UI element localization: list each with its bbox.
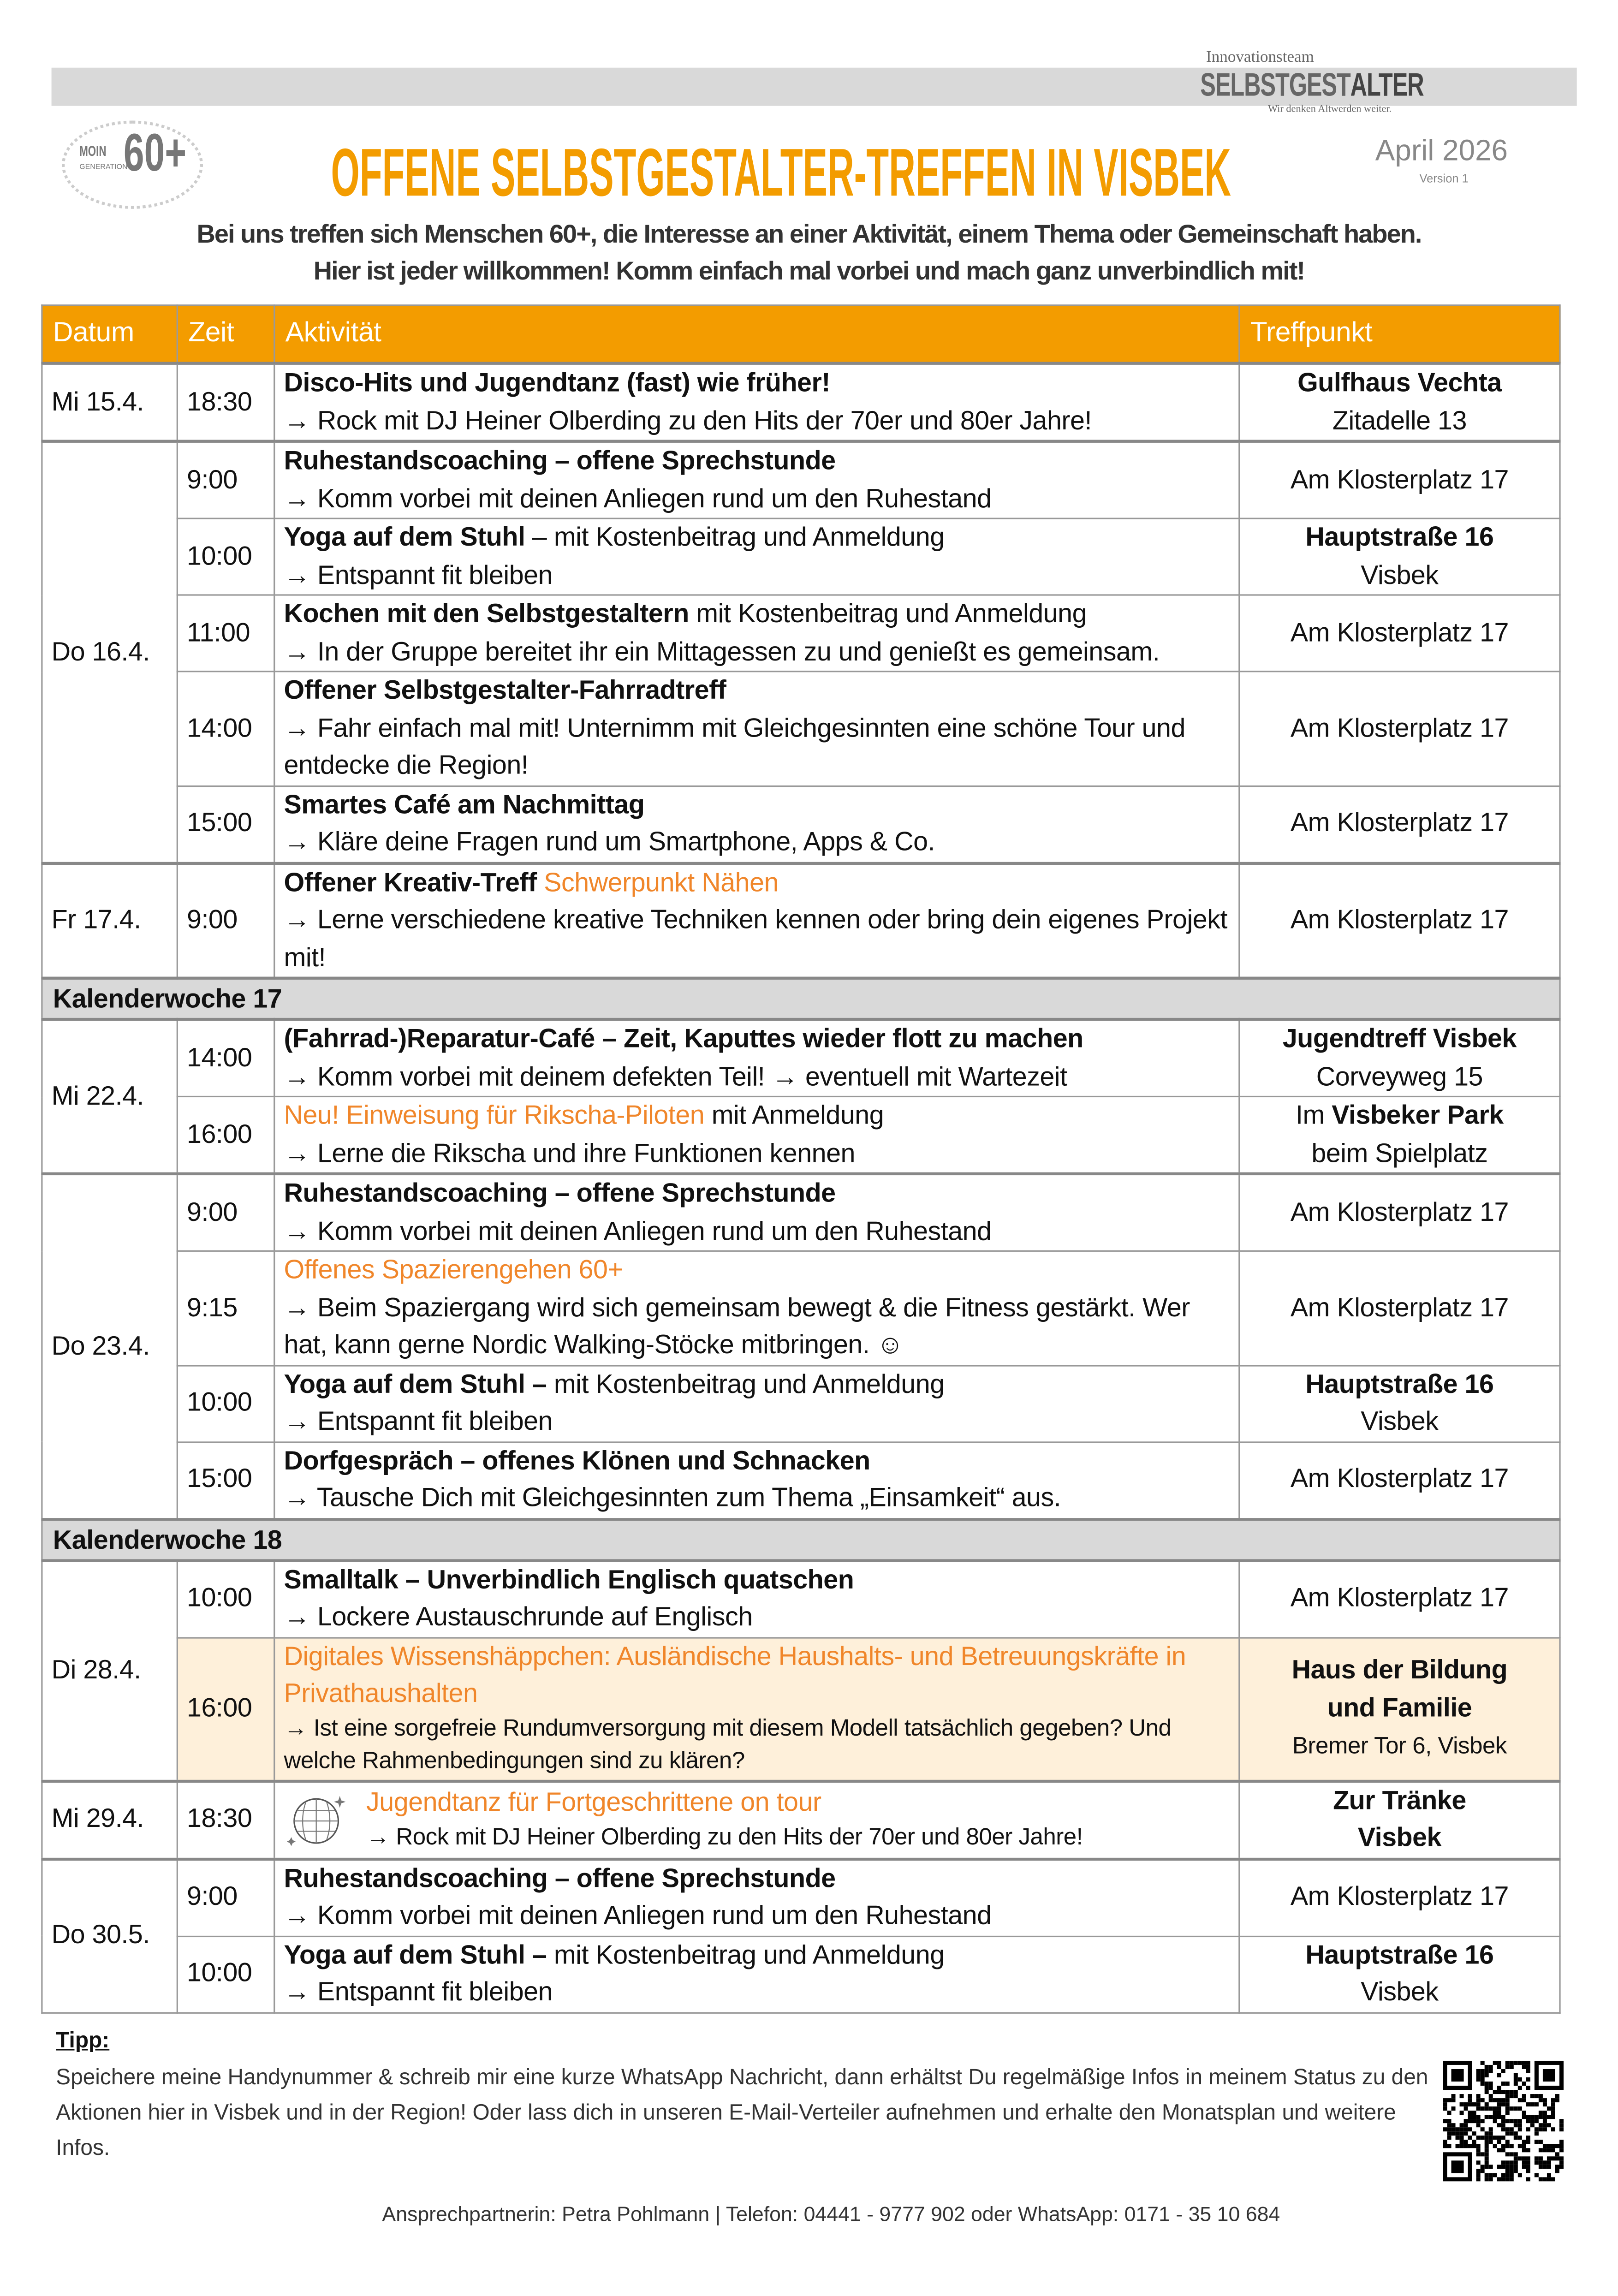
place-line bbox=[1249, 1135, 1551, 1172]
week-label: Kalenderwoche 18 bbox=[42, 1519, 1560, 1560]
table-row bbox=[42, 595, 1560, 672]
place-line bbox=[1249, 1021, 1551, 1058]
date-cell: Do 30.5. bbox=[42, 1858, 177, 2012]
place-cell bbox=[1239, 363, 1560, 441]
title-segment: Neu! Einweisung für Rikscha-Piloten bbox=[284, 1100, 705, 1130]
tipp-text: Speichere meine Handynummer & schreib mir eine kurze WhatsApp Nachricht, dann erhältst Du regelmäßige Infos in meinem Status zu den Aktionen hier in Visbek und in der Region! Oder lass dich in unseren E-Mail-Verteiler aufnehmen und erhalte den Monatsplan und weitere Infos. bbox=[56, 2064, 1428, 2160]
place-segment: Zur Tränke bbox=[1333, 1784, 1466, 1814]
place-line bbox=[1249, 1059, 1551, 1096]
place-cell bbox=[1239, 595, 1560, 672]
activity-title bbox=[284, 1561, 1230, 1599]
activity-description: → Entspannt fit bleiben bbox=[284, 1406, 553, 1436]
place-cell bbox=[1239, 1096, 1560, 1173]
place-line bbox=[1249, 1403, 1551, 1440]
table-header-row bbox=[42, 305, 1560, 363]
time-cell: 9:00 bbox=[177, 1174, 274, 1251]
title-segment: Smalltalk – Unverbindlich Englisch quatschen bbox=[284, 1564, 854, 1594]
title-segment: Yoga auf dem Stuhl – bbox=[284, 1368, 554, 1398]
logo-wordmark bbox=[1200, 68, 1423, 103]
place-segment: Haus der Bildung bbox=[1291, 1655, 1508, 1685]
activity-cell bbox=[274, 785, 1239, 862]
table-row bbox=[42, 1019, 1560, 1096]
activity-title bbox=[284, 1097, 1230, 1135]
date-cell: Mi 29.4. bbox=[42, 1780, 177, 1858]
activity-title bbox=[284, 1252, 1230, 1289]
place-segment: Visbek bbox=[1357, 1822, 1442, 1852]
contact-line: Ansprechpartnerin: Petra Pohlmann | Telefon: 04441 - 9777 902 oder WhatsApp: 0171 - 35 10 684 bbox=[382, 2201, 1280, 2225]
activity-cell bbox=[274, 441, 1239, 518]
place-line bbox=[1249, 1782, 1551, 1820]
place-segment: Am Klosterplatz 17 bbox=[1290, 1292, 1509, 1322]
week-label: Kalenderwoche 17 bbox=[42, 978, 1560, 1019]
place-line bbox=[1249, 614, 1551, 652]
generation-text: GENERATION bbox=[79, 163, 128, 172]
activity-title bbox=[284, 1860, 1230, 1897]
title-segment: – mit Kostenbeitrag und Anmeldung bbox=[525, 522, 945, 552]
activity-cell bbox=[274, 1365, 1239, 1441]
place-segment: Am Klosterplatz 17 bbox=[1290, 464, 1509, 494]
place-cell bbox=[1239, 1858, 1560, 1935]
disco-ball-icon bbox=[284, 1787, 348, 1852]
moin-60-logo bbox=[59, 118, 206, 206]
place-cell bbox=[1239, 1174, 1560, 1251]
activity-title bbox=[284, 672, 1230, 709]
activity-title bbox=[284, 1366, 1230, 1403]
time-cell: 10:00 bbox=[177, 1560, 274, 1637]
activity-cell bbox=[274, 1441, 1239, 1518]
activity-description: → Lerne verschiedene kreative Techniken kennen oder bring dein eigenes Projekt mit! bbox=[284, 904, 1227, 972]
activity-cell bbox=[274, 1637, 1239, 1780]
time-cell: 9:15 bbox=[177, 1251, 274, 1365]
activity-title bbox=[284, 443, 1230, 480]
activity-description: → Komm vorbei mit deinen Anliegen rund um den Ruhestand bbox=[284, 1900, 992, 1930]
column-header-date: Datum bbox=[42, 305, 177, 363]
place-segment: Am Klosterplatz 17 bbox=[1290, 1583, 1509, 1613]
content-flow bbox=[41, 304, 1571, 2226]
place-line bbox=[1249, 1727, 1551, 1765]
activity-title bbox=[284, 1638, 1230, 1713]
table-row bbox=[42, 672, 1560, 785]
activity-cell bbox=[274, 1096, 1239, 1173]
place-line bbox=[1249, 365, 1551, 402]
place-line bbox=[1249, 462, 1551, 499]
activity-title bbox=[284, 1021, 1230, 1058]
date-cell: Mi 22.4. bbox=[42, 1019, 177, 1174]
activity-cell bbox=[274, 1560, 1239, 1637]
activity-cell bbox=[274, 862, 1239, 978]
place-segment: Corveyweg 15 bbox=[1316, 1061, 1483, 1091]
title-segment: Schwerpunkt Nähen bbox=[544, 867, 779, 897]
place-line bbox=[1249, 1580, 1551, 1618]
time-cell: 14:00 bbox=[177, 672, 274, 785]
place-line bbox=[1249, 710, 1551, 747]
table-row bbox=[42, 1858, 1560, 1935]
place-line bbox=[1249, 1289, 1551, 1326]
selbstgestalter-logo bbox=[1200, 48, 1450, 116]
table-row bbox=[42, 1936, 1560, 2012]
title-segment: mit Kostenbeitrag und Anmeldung bbox=[553, 1939, 945, 1969]
version-label: Version 1 bbox=[1419, 172, 1469, 185]
title-segment: Yoga auf dem Stuhl – bbox=[284, 1939, 554, 1969]
table-row bbox=[42, 862, 1560, 978]
time-cell: 9:00 bbox=[177, 1858, 274, 1935]
activity-description: → Ist eine sorgefreie Rundumversorgung mit diesem Modell tatsächlich gegeben? Und welche Rahmenbedingungen sind zu klären? bbox=[284, 1716, 1172, 1774]
intro-line: Bei uns treffen sich Menschen 60+, die Interesse an einer Aktivität, einem Thema oder Gemeinschaft haben. bbox=[196, 219, 1422, 249]
time-cell: 15:00 bbox=[177, 785, 274, 862]
place-cell bbox=[1239, 862, 1560, 978]
time-cell: 18:30 bbox=[177, 363, 274, 441]
title-segment: Offener Selbstgestalter-Fahrradtreff bbox=[284, 675, 726, 705]
table-row bbox=[42, 1251, 1560, 1365]
time-cell: 11:00 bbox=[177, 595, 274, 672]
place-line bbox=[1249, 1194, 1551, 1231]
activity-description: → Komm vorbei mit deinem defekten Teil! → eventuell mit Wartezeit bbox=[284, 1061, 1067, 1091]
place-cell bbox=[1239, 672, 1560, 785]
place-line bbox=[1249, 402, 1551, 440]
date-cell: Mi 15.4. bbox=[42, 363, 177, 441]
place-segment: Im bbox=[1295, 1100, 1332, 1130]
footer bbox=[41, 2028, 1571, 2226]
page-title: OFFENE SELBSTGESTALTER-TREFFEN IN VISBEK bbox=[331, 134, 1231, 211]
place-cell bbox=[1239, 1560, 1560, 1637]
place-cell bbox=[1239, 1780, 1560, 1858]
activity-cell bbox=[274, 518, 1239, 595]
table-row bbox=[42, 1174, 1560, 1251]
intro-text bbox=[0, 216, 1618, 290]
activity-cell bbox=[274, 1936, 1239, 2012]
table-row bbox=[42, 1365, 1560, 1441]
place-line bbox=[1249, 1820, 1551, 1857]
activity-description: → In der Gruppe bereitet ihr ein Mittagessen zu und genießt es gemeinsam. bbox=[284, 636, 1160, 666]
title-segment: Offenes Spazierengehen 60+ bbox=[284, 1255, 623, 1285]
place-segment: Visbek bbox=[1361, 1977, 1439, 2006]
place-segment: beim Spielplatz bbox=[1311, 1137, 1488, 1167]
title-segment: Yoga auf dem Stuhl bbox=[284, 522, 525, 552]
sixty-plus-text: 60+ bbox=[123, 122, 187, 183]
time-cell: 9:00 bbox=[177, 862, 274, 978]
activity-cell bbox=[274, 1019, 1239, 1096]
place-cell bbox=[1239, 441, 1560, 518]
column-header-place: Treffpunkt bbox=[1239, 305, 1560, 363]
place-segment: und Familie bbox=[1327, 1692, 1472, 1722]
place-segment: Am Klosterplatz 17 bbox=[1290, 713, 1509, 742]
activity-cell bbox=[274, 1174, 1239, 1251]
title-segment: Ruhestandscoaching – offene Sprechstunde bbox=[284, 1178, 836, 1208]
table-row bbox=[42, 363, 1560, 441]
activity-description: → Kläre deine Fragen rund um Smartphone, Apps & Co. bbox=[284, 827, 935, 857]
title-segment: (Fahrrad-)Reparatur-Café – Zeit, Kaputtes wieder flott zu machen bbox=[284, 1023, 1083, 1053]
place-segment: Am Klosterplatz 17 bbox=[1290, 617, 1509, 647]
activity-description: → Fahr einfach mal mit! Unternimm mit Gleichgesinnten eine schöne Tour und entdecke die Region! bbox=[284, 713, 1185, 780]
place-segment: Visbeker Park bbox=[1332, 1100, 1504, 1130]
activity-description: → Rock mit DJ Heiner Olberding zu den Hits der 70er und 80er Jahre! bbox=[366, 1825, 1083, 1850]
time-cell: 18:30 bbox=[177, 1780, 274, 1858]
place-segment: Am Klosterplatz 17 bbox=[1290, 1197, 1509, 1226]
time-cell: 14:00 bbox=[177, 1019, 274, 1096]
activity-description: → Rock mit DJ Heiner Olberding zu den Hits der 70er und 80er Jahre! bbox=[284, 405, 1092, 435]
date-cell: Do 23.4. bbox=[42, 1174, 177, 1519]
place-line bbox=[1249, 1689, 1551, 1727]
moin-text: MOIN bbox=[79, 144, 107, 161]
place-cell bbox=[1239, 1019, 1560, 1096]
title-segment: Offener Kreativ-Treff bbox=[284, 867, 544, 897]
activity-title bbox=[284, 1175, 1230, 1213]
title-segment: mit Kostenbeitrag und Anmeldung bbox=[689, 598, 1087, 628]
place-line bbox=[1249, 1461, 1551, 1499]
week-row bbox=[42, 1519, 1560, 1560]
place-segment: Visbek bbox=[1361, 559, 1439, 589]
time-cell: 15:00 bbox=[177, 1441, 274, 1518]
place-segment: Hauptstraße 16 bbox=[1305, 522, 1494, 552]
tipp-label: Tipp: bbox=[56, 2028, 110, 2053]
activity-cell bbox=[274, 363, 1239, 441]
activity-description: → Beim Spaziergang wird sich gemeinsam bewegt & die Fitness gestärkt. Wer hat, kann gerne Nordic Walking-Stöcke mitbringen. ☺ bbox=[284, 1292, 1190, 1359]
table-row bbox=[42, 785, 1560, 862]
activity-title bbox=[284, 1784, 1230, 1821]
column-header-time: Zeit bbox=[177, 305, 274, 363]
activity-cell bbox=[274, 595, 1239, 672]
title-segment: Jugendtanz für Fortgeschrittene on tour bbox=[366, 1787, 821, 1817]
activity-title bbox=[284, 365, 1230, 402]
activity-cell bbox=[274, 672, 1239, 785]
title-segment: Ruhestandscoaching – offene Sprechstunde bbox=[284, 1862, 836, 1892]
place-segment: Visbek bbox=[1361, 1406, 1439, 1436]
place-cell bbox=[1239, 1936, 1560, 2012]
table-row bbox=[42, 1441, 1560, 1518]
qr-code-icon[interactable] bbox=[1443, 2060, 1564, 2181]
logo-subtitle: Innovationsteam bbox=[1206, 48, 1314, 66]
table-row bbox=[42, 518, 1560, 595]
place-segment: Gulfhaus Vechta bbox=[1297, 368, 1502, 398]
place-segment: Hauptstraße 16 bbox=[1305, 1368, 1494, 1398]
title-segment: mit Kostenbeitrag und Anmeldung bbox=[553, 1368, 945, 1398]
place-line bbox=[1249, 1366, 1551, 1403]
place-segment: Am Klosterplatz 17 bbox=[1290, 1463, 1509, 1493]
logo-word-b: ALTER bbox=[1350, 66, 1424, 103]
place-line bbox=[1249, 1974, 1551, 2011]
title-segment: Disco-Hits und Jugendtanz (fast) wie früher! bbox=[284, 368, 830, 398]
activity-cell bbox=[274, 1780, 1239, 1858]
place-segment: Jugendtreff Visbek bbox=[1282, 1023, 1517, 1053]
logo-word-a: SELBSTGEST bbox=[1200, 66, 1350, 103]
week-row bbox=[42, 978, 1560, 1019]
activity-description: → Komm vorbei mit deinen Anliegen rund um den Ruhestand bbox=[284, 1215, 992, 1245]
place-cell bbox=[1239, 1365, 1560, 1441]
place-line bbox=[1249, 557, 1551, 594]
title-segment: mit Anmeldung bbox=[704, 1100, 884, 1130]
place-line bbox=[1249, 1652, 1551, 1689]
activity-cell bbox=[274, 1251, 1239, 1365]
title-segment: Dorfgespräch – offenes Klönen und Schnacken bbox=[284, 1445, 870, 1475]
date-cell: Fr 17.4. bbox=[42, 862, 177, 978]
time-cell: 9:00 bbox=[177, 441, 274, 518]
place-line bbox=[1249, 902, 1551, 939]
place-line bbox=[1249, 1097, 1551, 1135]
activity-description: → Tausche Dich mit Gleichgesinnten zum Thema „Einsamkeit“ aus. bbox=[284, 1482, 1061, 1512]
activity-title bbox=[284, 1442, 1230, 1480]
logo-wordmark-wrap bbox=[1200, 68, 1450, 103]
place-line bbox=[1249, 519, 1551, 557]
date-cell: Di 28.4. bbox=[42, 1560, 177, 1780]
tipp-row bbox=[56, 2060, 1571, 2181]
table-row bbox=[42, 1637, 1560, 1780]
activity-description: → Lerne die Rikscha und ihre Funktionen kennen bbox=[284, 1137, 856, 1167]
date-cell: Do 16.4. bbox=[42, 441, 177, 863]
table-row bbox=[42, 441, 1560, 518]
schedule-table bbox=[41, 304, 1560, 2013]
time-cell: 10:00 bbox=[177, 518, 274, 595]
activity-title bbox=[284, 596, 1230, 633]
activity-title bbox=[284, 786, 1230, 824]
place-cell bbox=[1239, 518, 1560, 595]
activity-cell bbox=[274, 1858, 1239, 1935]
title-segment: Digitales Wissenshäppchen: Ausländische Haushalts- und Betreuungskräfte in Privathaushalten bbox=[284, 1641, 1186, 1708]
time-cell: 10:00 bbox=[177, 1936, 274, 2012]
place-cell bbox=[1239, 1251, 1560, 1365]
activity-description: → Entspannt fit bleiben bbox=[284, 559, 553, 589]
activity-description: → Lockere Austauschrunde auf Englisch bbox=[284, 1601, 753, 1631]
logo-claim: Wir denken Altwerden weiter. bbox=[1268, 103, 1392, 115]
activity-description: → Entspannt fit bleiben bbox=[284, 1977, 553, 2006]
place-cell bbox=[1239, 1441, 1560, 1518]
place-cell bbox=[1239, 1637, 1560, 1780]
month-label: April 2026 bbox=[1375, 135, 1508, 168]
time-cell: 16:00 bbox=[177, 1096, 274, 1173]
title-segment: Ruhestandscoaching – offene Sprechstunde bbox=[284, 446, 836, 476]
place-cell bbox=[1239, 785, 1560, 862]
activity-title bbox=[284, 864, 1230, 902]
place-segment: Am Klosterplatz 17 bbox=[1290, 904, 1509, 934]
table-row bbox=[42, 1096, 1560, 1173]
place-line bbox=[1249, 1936, 1551, 1974]
place-segment: Am Klosterplatz 17 bbox=[1290, 808, 1509, 838]
place-segment: Bremer Tor 6, Visbek bbox=[1292, 1734, 1507, 1760]
activity-title bbox=[284, 1936, 1230, 1974]
place-segment: Am Klosterplatz 17 bbox=[1290, 1881, 1509, 1911]
time-cell: 10:00 bbox=[177, 1365, 274, 1441]
title-segment: Kochen mit den Selbstgestaltern bbox=[284, 598, 689, 628]
place-segment: Hauptstraße 16 bbox=[1305, 1939, 1494, 1969]
activity-title bbox=[284, 519, 1230, 557]
place-segment: Zitadelle 13 bbox=[1332, 405, 1467, 435]
place-line bbox=[1249, 805, 1551, 842]
column-header-activity: Aktivität bbox=[274, 305, 1239, 363]
place-line bbox=[1249, 1879, 1551, 1916]
title-segment: Smartes Café am Nachmittag bbox=[284, 789, 645, 819]
activity-description: → Komm vorbei mit deinen Anliegen rund um den Ruhestand bbox=[284, 483, 992, 513]
table-row bbox=[42, 1560, 1560, 1637]
intro-line: Hier ist jeder willkommen! Komm einfach mal vorbei und mach ganz unverbindlich mit! bbox=[313, 256, 1305, 286]
time-cell: 16:00 bbox=[177, 1637, 274, 1780]
table-row bbox=[42, 1780, 1560, 1858]
